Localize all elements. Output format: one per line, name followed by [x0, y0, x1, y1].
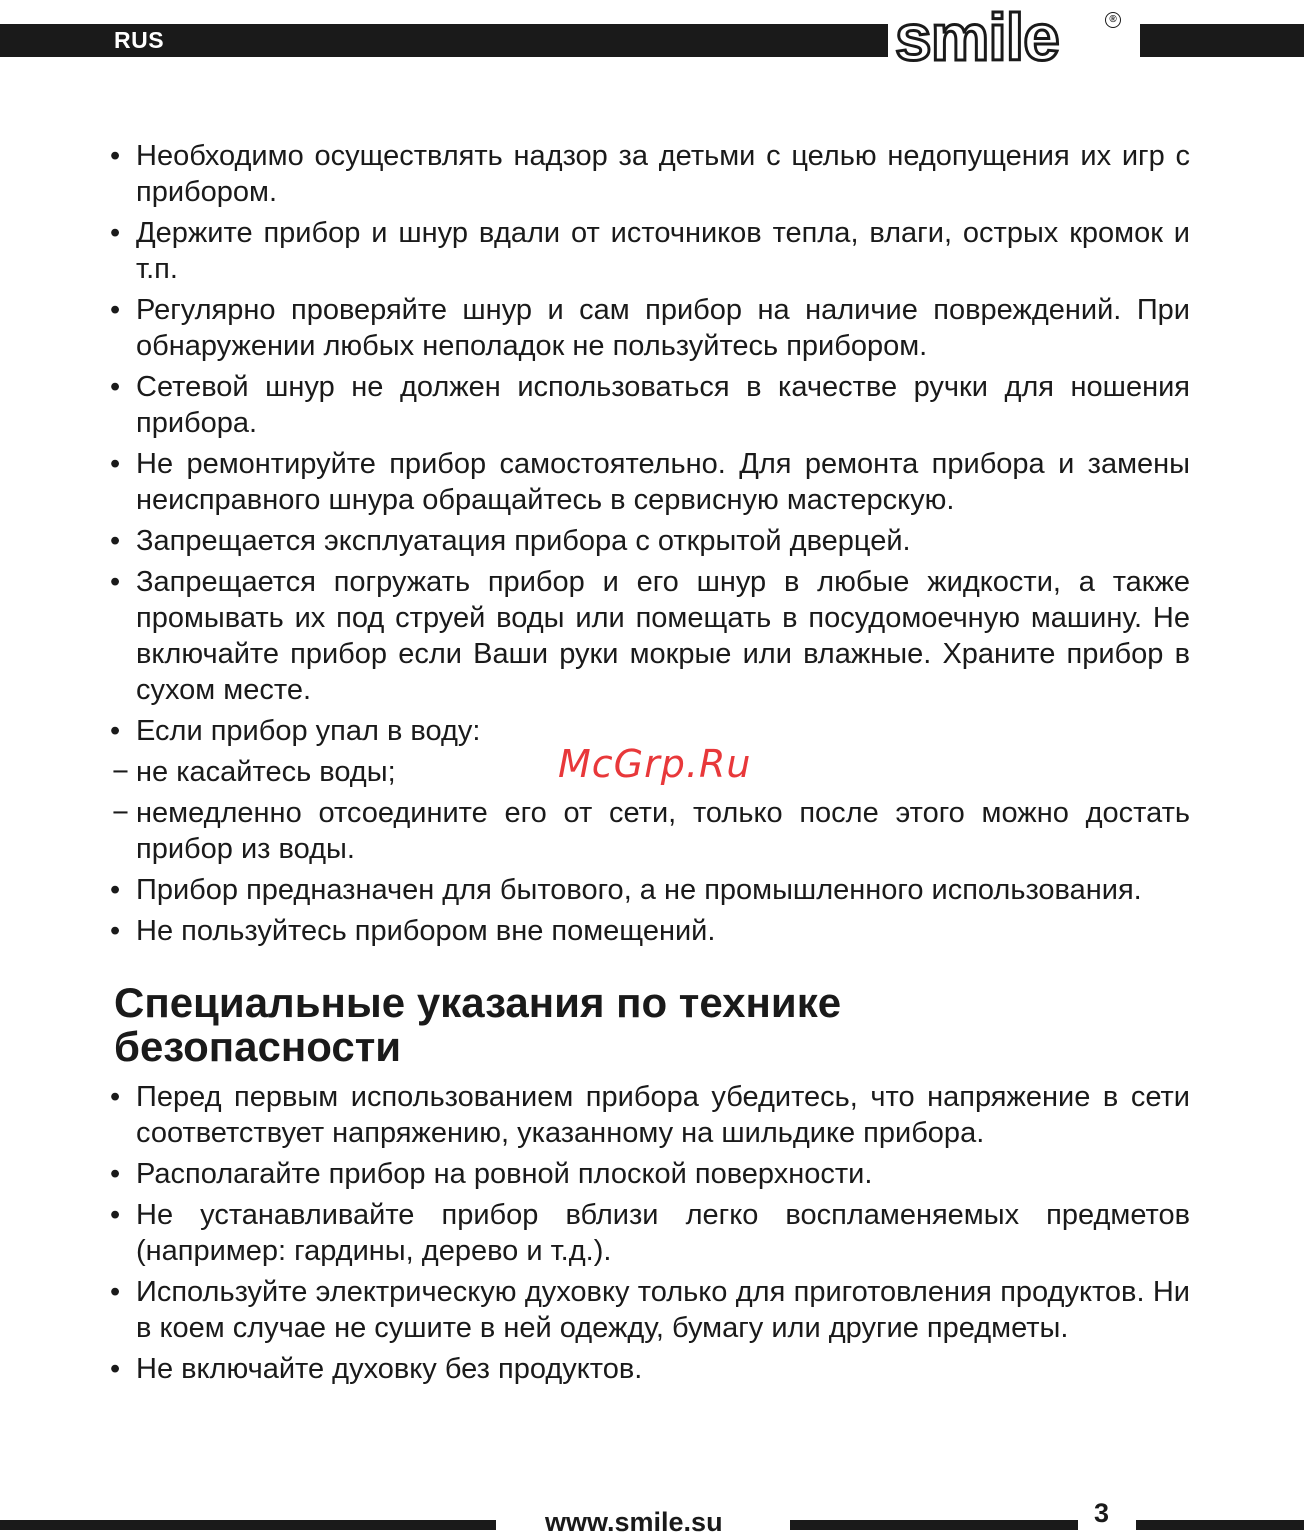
list-item-text: Регулярно проверяйте шнур и сам прибор на наличие повреждений. При обнаружении любых неполадок не пользуйтесь прибором.: [136, 294, 1190, 362]
list-item: [110, 1079, 1190, 1151]
list-item-text: Перед первым использованием прибора убедитесь, что напряжение в сети соответствует напряжению, указанному на шильдике прибора.: [136, 1081, 1190, 1149]
list-item: [110, 215, 1190, 287]
bullet-marker: •: [110, 1276, 121, 1308]
list-item-text: Не устанавливайте прибор вблизи легко воспламеняемых предметов (например: гардины, дерево и т.д.).: [136, 1199, 1190, 1267]
bullet-marker: •: [110, 1158, 121, 1190]
list-item: [110, 564, 1190, 708]
list-item: [110, 292, 1190, 364]
list-item: [110, 1197, 1190, 1269]
list-item: [110, 1351, 1190, 1387]
list-item: [110, 369, 1190, 441]
list-item: [110, 446, 1190, 518]
list-item-text: Используйте электрическую духовку только для приготовления продуктов. Ни в коем случае не сушите в ней одежду, бумагу или другие предметы.: [136, 1276, 1190, 1344]
list-item: [110, 872, 1190, 908]
bullet-marker: •: [110, 1081, 121, 1113]
bullet-marker: •: [110, 294, 121, 326]
footer-bar-middle: [790, 1520, 1078, 1530]
list-item-text: Запрещается эксплуатация прибора с открытой дверцей.: [136, 525, 911, 557]
bullet-marker: •: [110, 448, 121, 480]
bullet-marker: •: [110, 715, 121, 747]
bullet-marker: •: [110, 140, 121, 172]
watermark: McGrp.Ru: [558, 742, 752, 786]
bullet-marker: •: [110, 217, 121, 249]
list-item-text: Необходимо осуществлять надзор за детьми с целью недопущения их игр с прибором.: [136, 140, 1190, 208]
registered-mark-icon: ®: [1105, 12, 1121, 28]
special-safety-list: [0, 1079, 1304, 1387]
list-item-text: Держите прибор и шнур вдали от источников тепла, влаги, острых кромок и т.п.: [136, 217, 1190, 285]
list-item-text: не касайтесь воды;: [136, 756, 396, 788]
list-item-text: немедленно отсоедините его от сети, только после этого можно достать прибор из воды.: [136, 797, 1190, 865]
bullet-marker: •: [110, 1353, 121, 1385]
bullet-marker: •: [110, 566, 121, 598]
list-item: [110, 523, 1190, 559]
bullet-marker: •: [110, 525, 121, 557]
bullet-marker: •: [110, 874, 121, 906]
logo-text: smile: [895, 0, 1059, 74]
list-item-text: Не пользуйтесь прибором вне помещений.: [136, 915, 716, 947]
list-item: [110, 138, 1190, 210]
list-item-text: Не включайте духовку без продуктов.: [136, 1353, 643, 1385]
section-heading: Специальные указания по технике безопасности: [114, 979, 842, 1070]
list-item-text: Сетевой шнур не должен использоваться в качестве ручки для ношения прибора.: [136, 371, 1190, 439]
list-item-text: Не ремонтируйте прибор самостоятельно. Для ремонта прибора и замены неисправного шнура обращайтесь в сервисную мастерскую.: [136, 448, 1190, 516]
list-item-text: Прибор предназначен для бытового, а не промышленного использования.: [136, 874, 1142, 906]
footer-url[interactable]: www.smile.su: [545, 1507, 723, 1537]
header-bar-right: [1140, 24, 1304, 57]
bullet-marker: •: [110, 915, 121, 947]
smile-logo: [895, 0, 1135, 75]
bullet-marker: •: [110, 371, 121, 403]
list-subitem: [112, 795, 1190, 867]
page-number: 3: [1094, 1498, 1110, 1528]
dash-marker: −: [112, 797, 129, 829]
list-item: [110, 1274, 1190, 1346]
list-item-text: Если прибор упал в воду:: [136, 715, 481, 747]
list-item-text: Располагайте прибор на ровной плоской поверхности.: [136, 1158, 873, 1190]
footer-bar-left: [0, 1520, 496, 1530]
language-label: RUS: [114, 27, 165, 53]
bullet-marker: •: [110, 1199, 121, 1231]
list-item: [110, 1156, 1190, 1192]
list-item: [110, 913, 1190, 949]
safety-list: [0, 138, 1304, 949]
dash-marker: −: [112, 756, 129, 788]
list-item-text: Запрещается погружать прибор и его шнур в любые жидкости, а также промывать их под струей воды или помещать в посудомоечную машину. Не включайте прибор если Ваши руки мокрые или влажные. Храните прибор в сухом месте.: [136, 566, 1190, 706]
footer-bar-right: [1136, 1520, 1304, 1530]
